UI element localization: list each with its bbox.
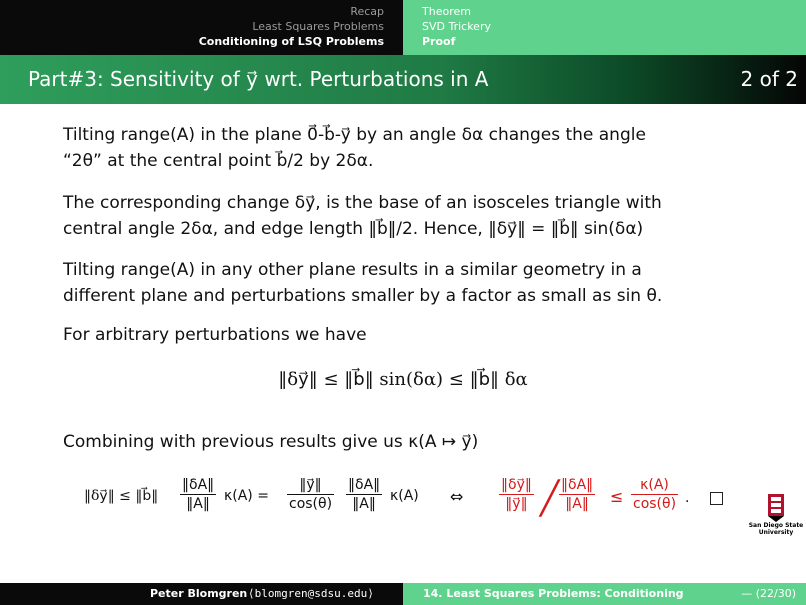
university-logo — [746, 494, 806, 566]
slide-footer — [0, 583, 806, 605]
nav-item-recap[interactable]: Recap — [350, 5, 384, 18]
fraction-dA-over-A-red — [559, 476, 595, 513]
fraction-denominator: cos(θ) — [289, 496, 333, 512]
formula-lhs: ‖δy⃗‖ ≤ ‖b⃗‖ — [84, 488, 159, 504]
qed-box-icon — [710, 492, 723, 505]
nav-item-theorem[interactable]: Theorem — [422, 5, 471, 18]
nav-section-list — [0, 0, 403, 55]
leq-sign: ≤ — [610, 487, 624, 506]
paragraph-line: Tilting range(A) in any other plane results in a similar geometry in a — [63, 260, 642, 280]
inequality-equation: ‖δy⃗‖ ≤ ‖b⃗‖ sin(δα) ≤ ‖b⃗‖ δα — [278, 369, 528, 390]
paragraph-line: different plane and perturbations smaller by a factor as small as sin θ. — [63, 286, 663, 306]
paragraph-change — [63, 190, 743, 242]
footer-topic: 14. Least Squares Problems: Conditioning — [423, 587, 684, 600]
nav-item-conditioning[interactable]: Conditioning of LSQ Problems — [198, 35, 384, 48]
footer-left — [0, 583, 403, 605]
nav-item-least-squares[interactable]: Least Squares Problems — [252, 20, 384, 33]
footer-page-number: — (22/30) — [741, 587, 796, 600]
fraction-dy-over-y — [499, 476, 534, 513]
iff-arrow: ⇔ — [450, 487, 464, 506]
slide-title: Part#3: Sensitivity of y⃗ wrt. Perturbations in A — [28, 67, 489, 91]
paragraph-line: Tilting range(A) in the plane 0⃗-b⃗-y⃗ by an angle δα changes the angle — [63, 125, 646, 145]
fraction-kappa-over-cos — [631, 476, 678, 513]
nav-item-proof[interactable]: Proof — [422, 35, 456, 48]
fraction-denominator: ‖y⃗‖ — [499, 494, 534, 513]
division-slash: ╱ — [540, 479, 560, 517]
nav-subsection-list — [403, 0, 806, 55]
footer-right — [403, 583, 806, 605]
fraction-numerator: ‖y⃗‖ — [299, 477, 322, 493]
paragraph-line: central angle 2δα, and edge length ‖b⃗‖/2. Hence, ‖δy⃗‖ = ‖b⃗‖ sin(δα) — [63, 219, 644, 239]
fraction-denominator: cos(θ) — [633, 496, 677, 512]
fraction-dA-over-A-2 — [346, 476, 382, 513]
nav-item-svd-trickery[interactable]: SVD Trickery — [422, 20, 491, 33]
paragraph-other-plane — [63, 257, 743, 309]
paragraph-combining: Combining with previous results give us κ(A ↦ y⃗) — [63, 432, 479, 452]
fraction-denominator: ‖A‖ — [559, 494, 595, 513]
paragraph-arbitrary: For arbitrary perturbations we have — [63, 325, 367, 345]
fraction-numerator: ‖δA‖ — [348, 477, 381, 493]
paragraph-line: “2θ” at the central point b⃗/2 by 2δα. — [63, 151, 374, 171]
paragraph-line: The corresponding change δy⃗, is the base of an isosceles triangle with — [63, 193, 662, 213]
kappa-A: κ(A) — [390, 488, 419, 504]
top-navigation — [0, 0, 806, 55]
fraction-numerator: ‖δy⃗‖ — [501, 477, 532, 493]
footer-email[interactable]: ⟨blomgren@sdsu.edu⟩ — [248, 587, 374, 600]
logo-line-2: University — [758, 529, 794, 536]
fraction-numerator: ‖δA‖ — [561, 477, 594, 493]
fraction-numerator: κ(A) — [640, 477, 669, 493]
fraction-denominator: ‖A‖ — [180, 494, 216, 513]
fraction-dA-over-A — [180, 476, 216, 513]
sdsu-seal-icon — [767, 494, 785, 522]
logo-line-1: San Diego State — [748, 522, 804, 529]
slide-part-counter: 2 of 2 — [740, 67, 798, 91]
formula-period: . — [685, 490, 690, 506]
fraction-y-over-cos — [287, 476, 334, 513]
footer-author: Peter Blomgren — [150, 587, 248, 600]
fraction-denominator: ‖A‖ — [346, 494, 382, 513]
kappa-A-equals: κ(A) = — [224, 488, 269, 504]
paragraph-tilting-plane — [63, 122, 743, 174]
slide-title-bar — [0, 55, 806, 104]
fraction-numerator: ‖δA‖ — [182, 477, 215, 493]
